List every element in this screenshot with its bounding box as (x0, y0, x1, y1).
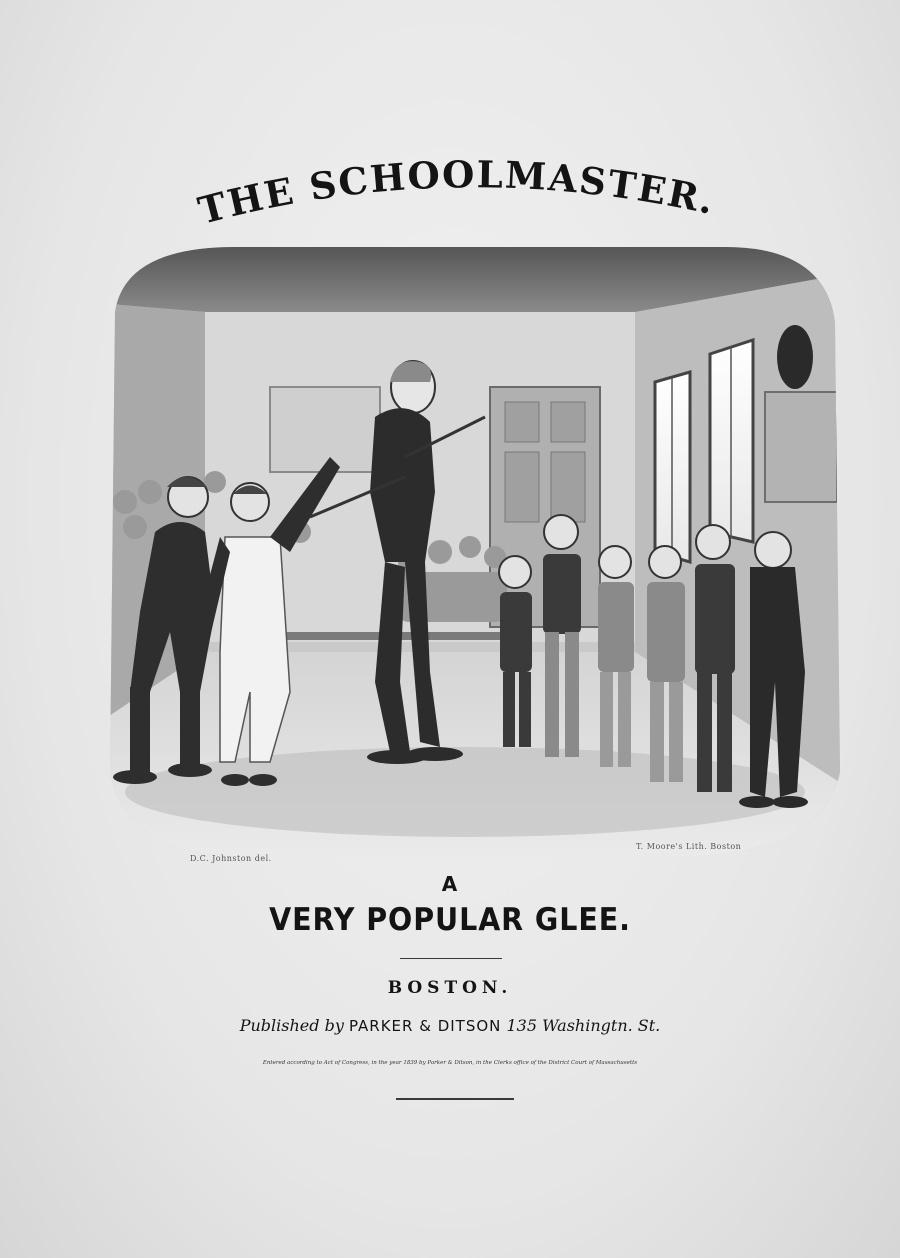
publisher-address: 135 Washingtn. St. (506, 1016, 661, 1035)
schoolroom-illustration (85, 232, 855, 872)
wall-chart (765, 392, 837, 502)
bottom-rule (396, 1098, 514, 1100)
hanging-hat (777, 325, 813, 389)
lithographer-credit: T. Moore's Lith. Boston (636, 842, 742, 851)
artist-credit: D.C. Johnston del. (190, 854, 272, 863)
publisher-line (0, 1016, 900, 1035)
subtitle-article: A (441, 872, 459, 896)
arched-title (130, 120, 770, 250)
wall-map (270, 387, 380, 472)
publisher-prefix: Published by (239, 1016, 344, 1035)
copyright-notice: Entered according to Act of Congress, in the year 1839 by Parker & Ditson, in the Clerks office of the District Court of Massachusetts (262, 1060, 638, 1066)
divider-rule (400, 958, 502, 959)
city-name: BOSTON. (387, 978, 513, 998)
cover-title (194, 152, 720, 233)
subtitle: VERY POPULAR GLEE. (269, 902, 631, 938)
cover-title-text: THE SCHOOLMASTER. (193, 152, 720, 233)
publisher-name: PARKER & DITSON (348, 1017, 502, 1035)
